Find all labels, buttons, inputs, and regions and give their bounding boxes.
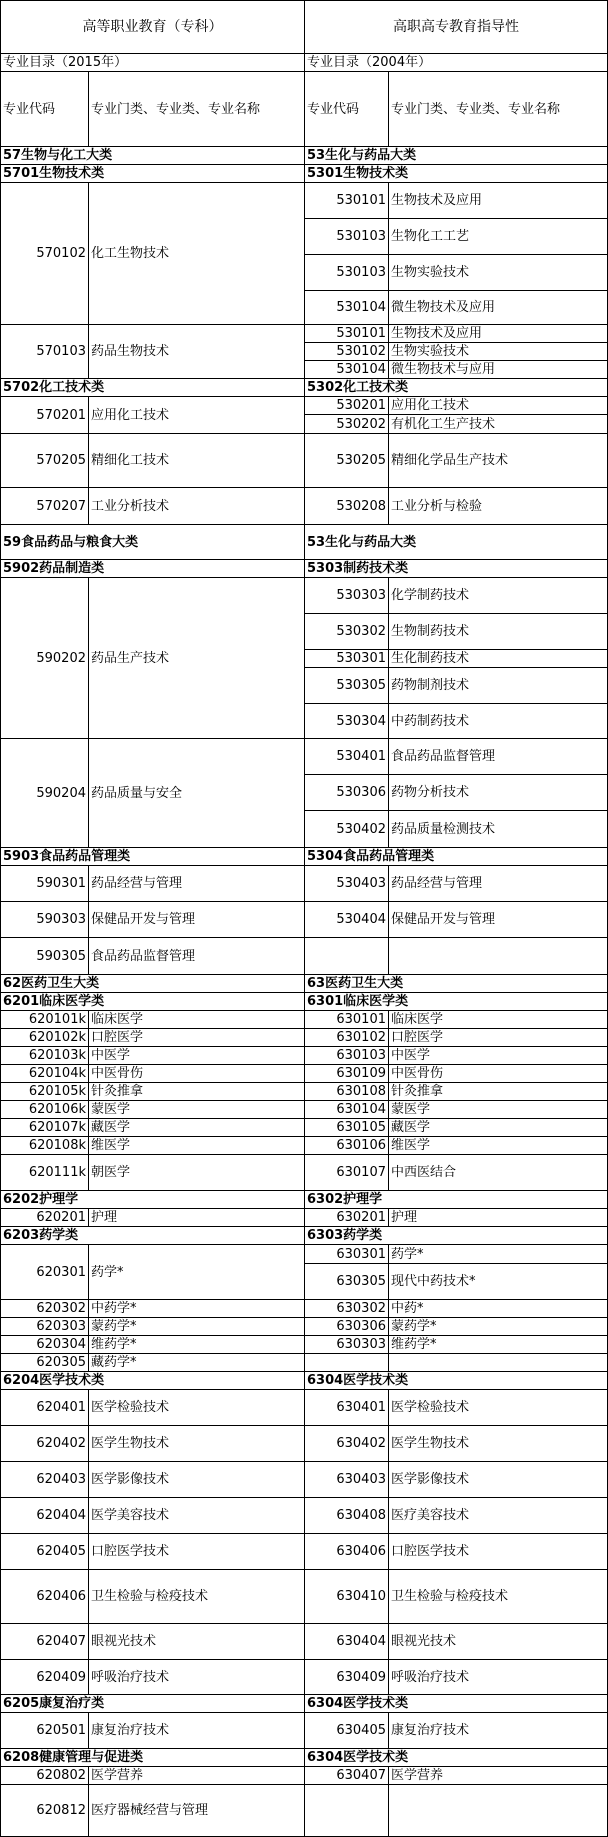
right-code-cell: 630301: [304, 1244, 389, 1264]
right-code-cell: 530201: [304, 396, 389, 415]
left-name-cell: 维药学*: [88, 1335, 305, 1354]
right-group-heading: 53生化与药品大类: [304, 524, 608, 560]
left-name-cell: 口腔医学技术: [88, 1533, 305, 1570]
right-name-cell: 精细化学品生产技术: [388, 433, 608, 488]
left-code-cell: 620111k: [0, 1154, 89, 1191]
right-name-cell: 医疗美容技术: [388, 1497, 608, 1534]
left-name-cell: 食品药品监督管理: [88, 937, 305, 975]
left-code-cell: 620107k: [0, 1118, 89, 1137]
left-name-cell: 化工生物技术: [88, 182, 305, 325]
right-name-cell: 临床医学: [388, 1010, 608, 1029]
left-code-cell: 570205: [0, 433, 89, 488]
left-code-cell: 620403: [0, 1461, 89, 1498]
left-name-cell: 医学营养: [88, 1766, 305, 1785]
right-name-cell: 维医学: [388, 1136, 608, 1155]
left-code-cell: 620401: [0, 1389, 89, 1426]
left-name-cell: 针灸推拿: [88, 1082, 305, 1101]
left-code-cell: 620812: [0, 1784, 89, 1837]
left-name-cell: 药品经营与管理: [88, 865, 305, 902]
left-code-cell: 570103: [0, 324, 89, 379]
left-code-cell: 620409: [0, 1659, 89, 1695]
left-group-heading: 5702化工技术类: [0, 378, 305, 397]
right-code-cell: 530303: [304, 577, 389, 614]
right-group-heading: 6304医学技术类: [304, 1748, 608, 1767]
left-code-cell: 620405: [0, 1533, 89, 1570]
right-name-cell: 药物分析技术: [388, 774, 608, 811]
left-name-cell: 工业分析技术: [88, 487, 305, 525]
right-code-cell: 630104: [304, 1100, 389, 1119]
right-group-heading: 5303制药技术类: [304, 559, 608, 578]
left-code-cell: 620301: [0, 1244, 89, 1300]
right-code-cell: 630403: [304, 1461, 389, 1498]
right-code-cell: 630302: [304, 1299, 389, 1318]
left-group-heading: 6202护理学: [0, 1190, 305, 1209]
right-code-cell: 530401: [304, 738, 389, 775]
left-name-cell: 蒙医学: [88, 1100, 305, 1119]
left-code-cell: 620402: [0, 1425, 89, 1462]
left-name-cell: 精细化工技术: [88, 433, 305, 488]
right-empty-cell: [388, 1353, 608, 1372]
left-name-cell: 护理: [88, 1208, 305, 1227]
right-code-cell: 630102: [304, 1028, 389, 1047]
right-name-cell: 药物制剂技术: [388, 667, 608, 704]
left-name-cell: 蒙药学*: [88, 1317, 305, 1336]
left-name-cell: 中药学*: [88, 1299, 305, 1318]
right-code-cell: 530205: [304, 433, 389, 488]
right-code-cell: 530102: [304, 342, 389, 361]
right-code-cell: 530103: [304, 218, 389, 255]
left-name-cell: 眼视光技术: [88, 1623, 305, 1660]
left-name-cell: 中医骨伤: [88, 1064, 305, 1083]
left-group-heading: 5701生物技术类: [0, 164, 305, 183]
right-code-cell: 630401: [304, 1389, 389, 1426]
right-code-cell: 530104: [304, 290, 389, 325]
left-code-cell: 620105k: [0, 1082, 89, 1101]
left-code-cell: 620406: [0, 1569, 89, 1624]
right-code-cell: 530305: [304, 667, 389, 704]
left-name-cell: 中医学: [88, 1046, 305, 1065]
left-name-cell: 维医学: [88, 1136, 305, 1155]
right-name-cell: 中药*: [388, 1299, 608, 1318]
left-catalog-label: 专业目录（2015年）: [0, 53, 305, 72]
right-code-cell: 630409: [304, 1659, 389, 1695]
left-code-cell: 620103k: [0, 1046, 89, 1065]
right-name-cell: 口腔医学: [388, 1028, 608, 1047]
left-name-cell: 医学检验技术: [88, 1389, 305, 1426]
right-code-cell: 630303: [304, 1335, 389, 1354]
left-name-cell: 临床医学: [88, 1010, 305, 1029]
left-name-cell: 康复治疗技术: [88, 1712, 305, 1749]
left-code-cell: 620303: [0, 1317, 89, 1336]
left-code-cell: 620802: [0, 1766, 89, 1785]
right-code-cell: 630109: [304, 1064, 389, 1083]
right-name-cell: 中西医结合: [388, 1154, 608, 1191]
right-name-cell: 微生物技术与应用: [388, 360, 608, 379]
right-name-cell: 呼吸治疗技术: [388, 1659, 608, 1695]
left-group-heading: 62医药卫生大类: [0, 974, 305, 993]
right-name-cell: 微生物技术及应用: [388, 290, 608, 325]
right-name-cell: 生物化工工艺: [388, 218, 608, 255]
left-code-cell: 590303: [0, 901, 89, 938]
right-code-cell: 630404: [304, 1623, 389, 1660]
right-group-heading: 6302护理学: [304, 1190, 608, 1209]
right-name-cell: 食品药品监督管理: [388, 738, 608, 775]
left-name-cell: 医学美容技术: [88, 1497, 305, 1534]
left-code-cell: 620102k: [0, 1028, 89, 1047]
left-group-heading: 5903食品药品管理类: [0, 847, 305, 866]
left-name-cell: 医学影像技术: [88, 1461, 305, 1498]
right-name-column-header: 专业门类、专业类、专业名称: [388, 71, 608, 147]
right-name-cell: 医学影像技术: [388, 1461, 608, 1498]
left-code-cell: 620501: [0, 1712, 89, 1749]
left-group-heading: 6208健康管理与促进类: [0, 1748, 305, 1767]
left-code-cell: 590202: [0, 577, 89, 739]
right-name-cell: 药学*: [388, 1244, 608, 1264]
right-name-cell: 工业分析与检验: [388, 487, 608, 525]
left-name-cell: 藏药学*: [88, 1353, 305, 1372]
right-name-cell: 医学生物技术: [388, 1425, 608, 1462]
right-code-cell: 530101: [304, 324, 389, 343]
right-group-heading: 5301生物技术类: [304, 164, 608, 183]
left-code-cell: 620104k: [0, 1064, 89, 1083]
right-group-heading: 63医药卫生大类: [304, 974, 608, 993]
left-name-cell: 药品生产技术: [88, 577, 305, 739]
left-name-cell: 呼吸治疗技术: [88, 1659, 305, 1695]
right-code-cell: 630107: [304, 1154, 389, 1191]
right-empty-cell: [304, 1784, 389, 1837]
left-code-cell: 620302: [0, 1299, 89, 1318]
right-name-cell: 中医骨伤: [388, 1064, 608, 1083]
right-code-cell: 630402: [304, 1425, 389, 1462]
left-code-cell: 590301: [0, 865, 89, 902]
right-code-cell: 530103: [304, 254, 389, 291]
right-code-cell: 530402: [304, 810, 389, 848]
left-title-header: 高等职业教育（专科）: [0, 0, 305, 54]
left-name-cell: 口腔医学: [88, 1028, 305, 1047]
right-code-cell: 530403: [304, 865, 389, 902]
left-code-cell: 620407: [0, 1623, 89, 1660]
left-name-cell: 药品生物技术: [88, 324, 305, 379]
right-name-cell: 药品质量检测技术: [388, 810, 608, 848]
right-name-cell: 保健品开发与管理: [388, 901, 608, 938]
right-code-cell: 530301: [304, 649, 389, 668]
right-name-cell: 蒙药学*: [388, 1317, 608, 1336]
right-name-cell: 蒙医学: [388, 1100, 608, 1119]
left-group-heading: 6203药学类: [0, 1226, 305, 1245]
right-name-cell: 化学制药技术: [388, 577, 608, 614]
right-title-header: 高职高专教育指导性: [304, 0, 608, 54]
right-name-cell: 护理: [388, 1208, 608, 1227]
right-name-cell: 康复治疗技术: [388, 1712, 608, 1749]
right-code-cell: 630410: [304, 1569, 389, 1624]
left-code-cell: 570207: [0, 487, 89, 525]
right-code-cell: 530404: [304, 901, 389, 938]
right-name-cell: 生物制药技术: [388, 613, 608, 650]
right-code-cell: 630101: [304, 1010, 389, 1029]
right-group-heading: 6304医学技术类: [304, 1694, 608, 1713]
right-empty-cell: [388, 1784, 608, 1837]
right-name-cell: 生物实验技术: [388, 342, 608, 361]
right-name-cell: 中药制药技术: [388, 703, 608, 739]
right-name-cell: 卫生检验与检疫技术: [388, 1569, 608, 1624]
right-code-cell: 630108: [304, 1082, 389, 1101]
left-code-cell: 590204: [0, 738, 89, 848]
left-code-cell: 620404: [0, 1497, 89, 1534]
right-name-cell: 生化制药技术: [388, 649, 608, 668]
right-code-cell: 630103: [304, 1046, 389, 1065]
right-name-cell: 维药学*: [388, 1335, 608, 1354]
left-name-cell: 药品质量与安全: [88, 738, 305, 848]
right-code-cell: 630201: [304, 1208, 389, 1227]
right-group-heading: 5302化工技术类: [304, 378, 608, 397]
left-name-cell: 应用化工技术: [88, 396, 305, 434]
right-name-cell: 有机化工生产技术: [388, 414, 608, 434]
right-catalog-label: 专业目录（2004年）: [304, 53, 608, 72]
right-group-heading: 6304医学技术类: [304, 1371, 608, 1390]
left-code-cell: 590305: [0, 937, 89, 975]
right-name-cell: 生物技术及应用: [388, 182, 608, 219]
right-name-cell: 医学营养: [388, 1766, 608, 1785]
left-code-column-header: 专业代码: [0, 71, 89, 147]
right-name-cell: 现代中药技术*: [388, 1263, 608, 1300]
left-code-cell: 620201: [0, 1208, 89, 1227]
left-group-heading: 6205康复治疗类: [0, 1694, 305, 1713]
right-code-cell: 630408: [304, 1497, 389, 1534]
left-code-cell: 570102: [0, 182, 89, 325]
left-group-heading: 5902药品制造类: [0, 559, 305, 578]
right-name-cell: 生物实验技术: [388, 254, 608, 291]
left-code-cell: 570201: [0, 396, 89, 434]
right-code-cell: 530304: [304, 703, 389, 739]
right-code-cell: 530208: [304, 487, 389, 525]
left-group-heading: 59食品药品与粮食大类: [0, 524, 305, 560]
left-group-heading: 6201临床医学类: [0, 992, 305, 1011]
right-name-cell: 中医学: [388, 1046, 608, 1065]
right-name-cell: 口腔医学技术: [388, 1533, 608, 1570]
right-group-heading: 53生化与药品大类: [304, 146, 608, 165]
right-code-cell: 530302: [304, 613, 389, 650]
right-empty-cell: [388, 937, 608, 975]
left-name-cell: 朝医学: [88, 1154, 305, 1191]
right-code-cell: 530306: [304, 774, 389, 811]
left-code-cell: 620101k: [0, 1010, 89, 1029]
right-empty-cell: [304, 1353, 389, 1372]
right-empty-cell: [304, 937, 389, 975]
right-code-column-header: 专业代码: [304, 71, 389, 147]
right-code-cell: 630405: [304, 1712, 389, 1749]
right-name-cell: 藏医学: [388, 1118, 608, 1137]
right-name-cell: 药品经营与管理: [388, 865, 608, 902]
right-name-cell: 医学检验技术: [388, 1389, 608, 1426]
left-name-column-header: 专业门类、专业类、专业名称: [88, 71, 305, 147]
right-group-heading: 6303药学类: [304, 1226, 608, 1245]
right-group-heading: 5304食品药品管理类: [304, 847, 608, 866]
right-name-cell: 应用化工技术: [388, 396, 608, 415]
right-code-cell: 630106: [304, 1136, 389, 1155]
right-code-cell: 630406: [304, 1533, 389, 1570]
left-code-cell: 620106k: [0, 1100, 89, 1119]
right-code-cell: 630407: [304, 1766, 389, 1785]
left-name-cell: 卫生检验与检疫技术: [88, 1569, 305, 1624]
left-group-heading: 6204医学技术类: [0, 1371, 305, 1390]
left-name-cell: 医学生物技术: [88, 1425, 305, 1462]
left-group-heading: 57生物与化工大类: [0, 146, 305, 165]
right-code-cell: 630305: [304, 1263, 389, 1300]
right-group-heading: 6301临床医学类: [304, 992, 608, 1011]
right-code-cell: 630105: [304, 1118, 389, 1137]
left-name-cell: 医疗器械经营与管理: [88, 1784, 305, 1837]
right-name-cell: 眼视光技术: [388, 1623, 608, 1660]
left-name-cell: 藏医学: [88, 1118, 305, 1137]
right-code-cell: 630306: [304, 1317, 389, 1336]
left-name-cell: 保健品开发与管理: [88, 901, 305, 938]
left-name-cell: 药学*: [88, 1244, 305, 1300]
right-name-cell: 生物技术及应用: [388, 324, 608, 343]
right-code-cell: 530202: [304, 414, 389, 434]
left-code-cell: 620304: [0, 1335, 89, 1354]
left-code-cell: 620305: [0, 1353, 89, 1372]
right-name-cell: 针灸推拿: [388, 1082, 608, 1101]
right-code-cell: 530104: [304, 360, 389, 379]
right-code-cell: 530101: [304, 182, 389, 219]
left-code-cell: 620108k: [0, 1136, 89, 1155]
